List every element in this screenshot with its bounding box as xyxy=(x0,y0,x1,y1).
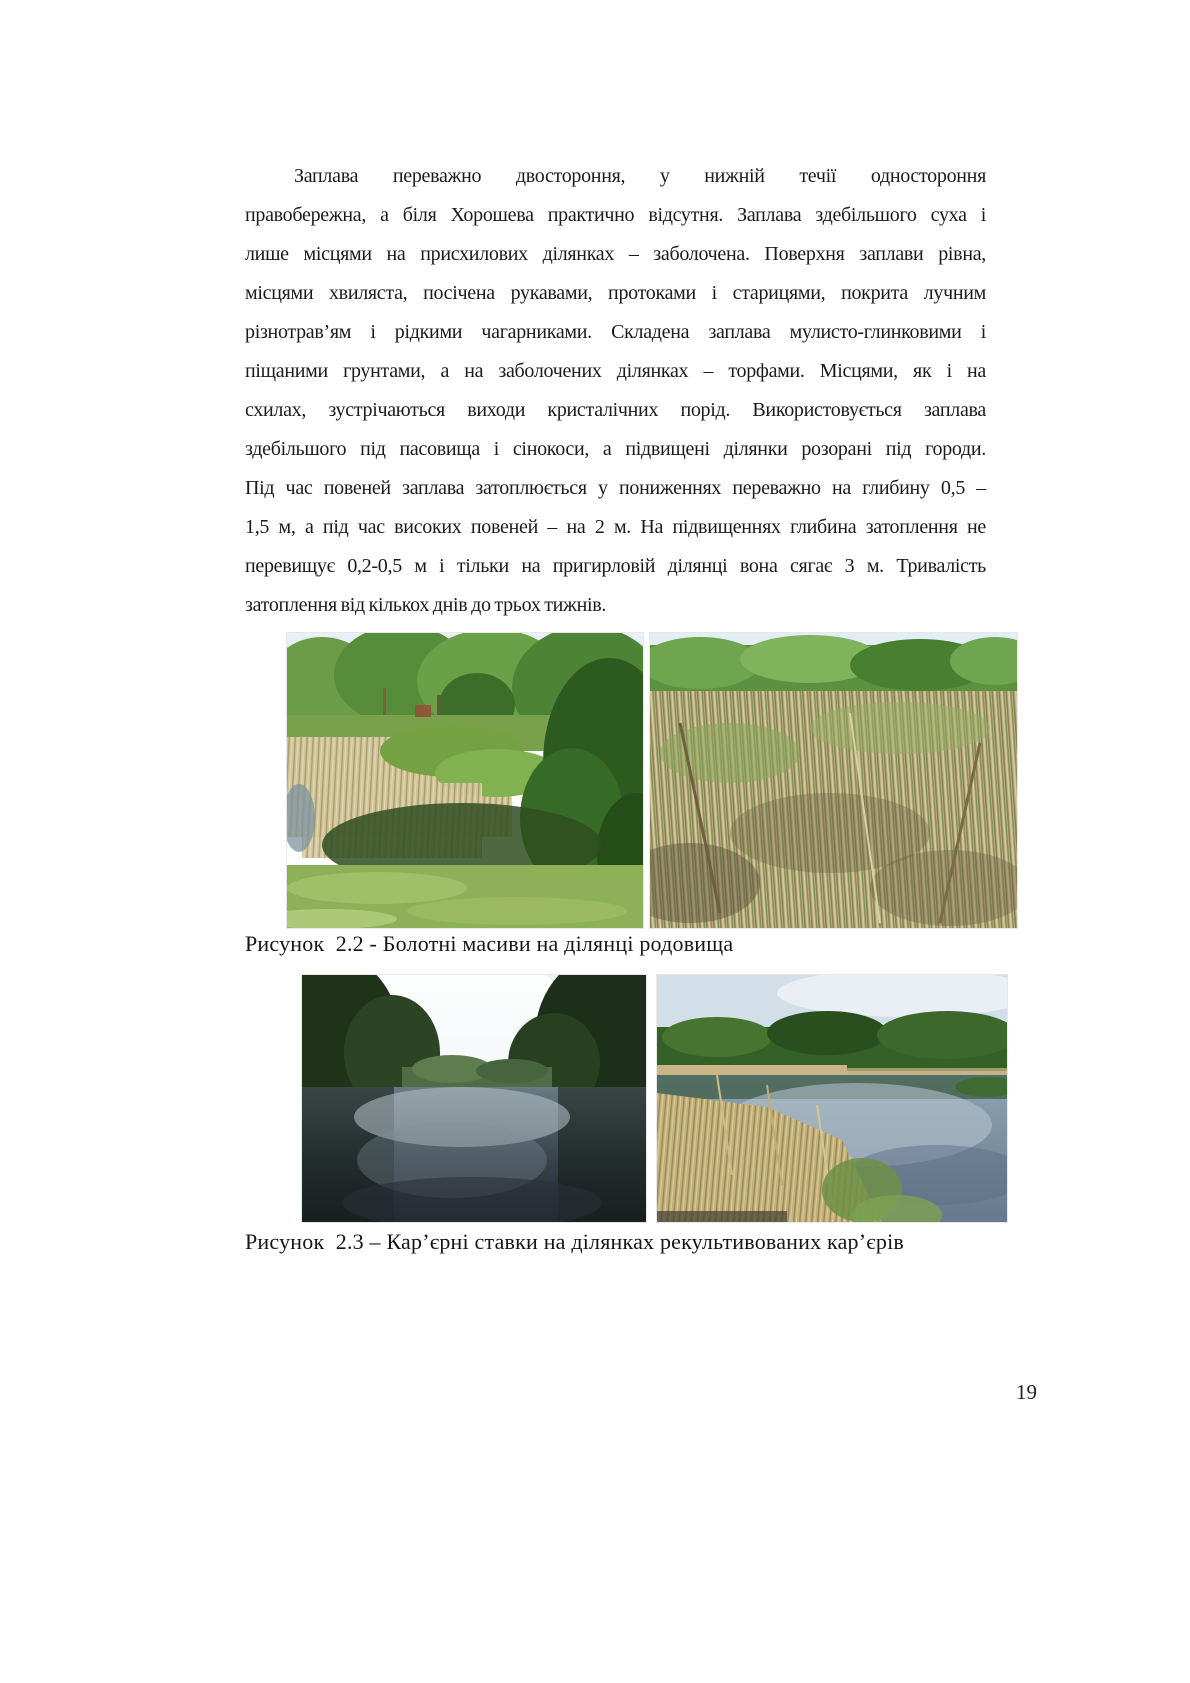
reed-marsh-scene xyxy=(650,633,1017,928)
body-paragraph xyxy=(245,157,986,625)
photo-wetland-meadow-with-trees xyxy=(287,633,643,928)
paragraph-line: правобережна, а біля Хорошева практично відсутня. Заплава здебільшого суха і xyxy=(245,204,986,226)
reed-field xyxy=(650,691,1017,928)
water xyxy=(302,1087,646,1222)
photo-dark-forest-pond xyxy=(302,975,646,1222)
forest-pond-scene xyxy=(302,975,646,1222)
paragraph-line: різнотрав’ям і рідкими чагарниками. Складена заплава мулисто-глинковими і xyxy=(245,321,986,343)
paragraph-line: затоплення від кількох днів до трьох тижнів. xyxy=(245,594,607,616)
paragraph-line: схилах, зустрічаються виходи кристалічних порід. Використовується заплава xyxy=(245,399,986,421)
paragraph-line: місцями хвиляста, посічена рукавами, протоками і старицями, покрита лучним xyxy=(245,282,986,304)
forest-band xyxy=(657,1011,1007,1077)
paragraph-line: піщаними грунтами, а на заболочених ділянках – торфами. Місцями, як і на xyxy=(245,360,986,382)
quarry-lake-scene xyxy=(657,975,1007,1222)
figure-2-2-caption: Рисунок 2.2 - Болотні масиви на ділянці родовища xyxy=(245,931,734,956)
photo-quarry-lake-with-reeds xyxy=(657,975,1007,1222)
photo-dense-reed-marsh xyxy=(650,633,1017,928)
paragraph-line: 1,5 м, а під час високих повеней – на 2 м. На підвищеннях глибина затоплення не xyxy=(245,516,986,538)
paragraph-line: Під час повеней заплава затоплюється у пониженнях переважно на глибину 0,5 – xyxy=(245,477,986,499)
page-number: 19 xyxy=(1016,1380,1037,1404)
paragraph-line: Заплава переважно двостороння, у нижній течії одностороння xyxy=(294,165,986,187)
figure-2-3-caption: Рисунок 2.3 – Кар’єрні ставки на ділянках рекультивованих кар’єрів xyxy=(245,1229,905,1254)
paragraph-line: здебільшого під пасовища і сінокоси, а підвищені ділянки розорані під городи. xyxy=(245,438,986,460)
paragraph-line: перевищує 0,2-0,5 м і тільки на пригирловій ділянці вона сягає 3 м. Тривалість xyxy=(245,555,986,577)
treeline xyxy=(650,635,1017,697)
paragraph-line: лише місцями на присхилових ділянках – заболочена. Поверхня заплави рівна, xyxy=(245,243,986,265)
wetland-scene xyxy=(287,633,643,928)
